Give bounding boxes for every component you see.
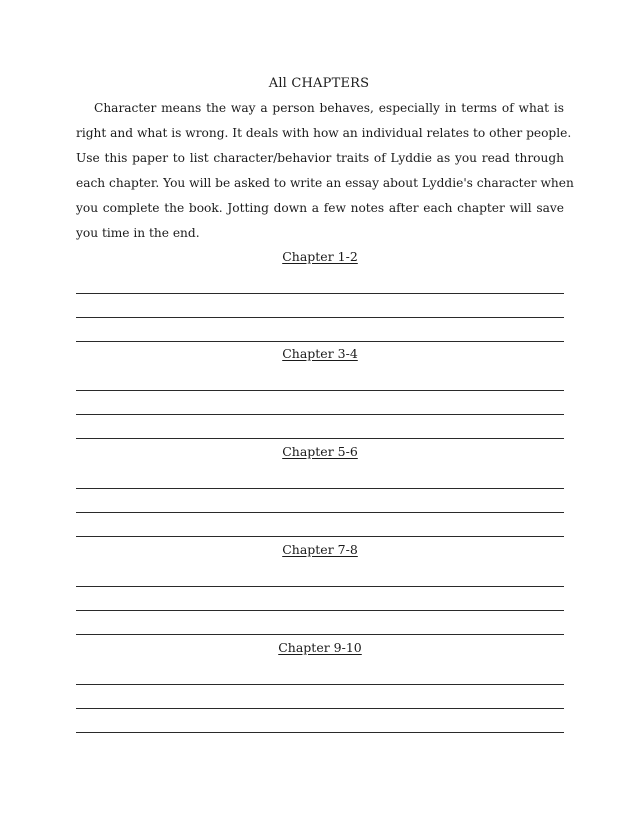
instructions-line: Use this paper to list character/behavior traits of Lyddie as you read through [76, 151, 564, 165]
instructions-line: you time in the end. [76, 226, 200, 240]
writing-line[interactable] [76, 391, 564, 415]
chapter-section-7-8 [76, 541, 564, 635]
writing-line[interactable] [76, 415, 564, 439]
writing-line[interactable] [76, 563, 564, 587]
writing-line[interactable] [76, 685, 564, 709]
chapter-section-9-10 [76, 639, 564, 733]
writing-line[interactable] [76, 465, 564, 489]
chapter-heading: Chapter 5-6 [282, 444, 358, 459]
writing-line[interactable] [76, 489, 564, 513]
chapter-heading: Chapter 7-8 [282, 542, 358, 557]
chapter-section-1-2 [76, 248, 564, 342]
writing-line[interactable] [76, 513, 564, 537]
chapter-heading: Chapter 9-10 [278, 640, 362, 655]
chapter-section-5-6 [76, 443, 564, 537]
chapter-heading: Chapter 3-4 [282, 346, 358, 361]
instructions-line: Character means the way a person behaves, especially in terms of what is [94, 101, 564, 115]
chapter-section-3-4 [76, 345, 564, 439]
instructions-line: each chapter. You will be asked to write an essay about Lyddie's character when [76, 176, 574, 190]
writing-line[interactable] [76, 611, 564, 635]
instructions-line: you complete the book. Jotting down a few notes after each chapter will save [76, 201, 564, 215]
instructions-paragraph [76, 96, 574, 246]
chapter-heading: Chapter 1-2 [282, 249, 358, 264]
writing-line[interactable] [76, 294, 564, 318]
writing-line[interactable] [76, 318, 564, 342]
page-title: All CHAPTERS [268, 76, 370, 91]
instructions-line: right and what is wrong. It deals with how an individual relates to other people. [76, 126, 572, 140]
writing-line[interactable] [76, 270, 564, 294]
writing-line[interactable] [76, 367, 564, 391]
writing-line[interactable] [76, 661, 564, 685]
writing-line[interactable] [76, 587, 564, 611]
writing-line[interactable] [76, 709, 564, 733]
